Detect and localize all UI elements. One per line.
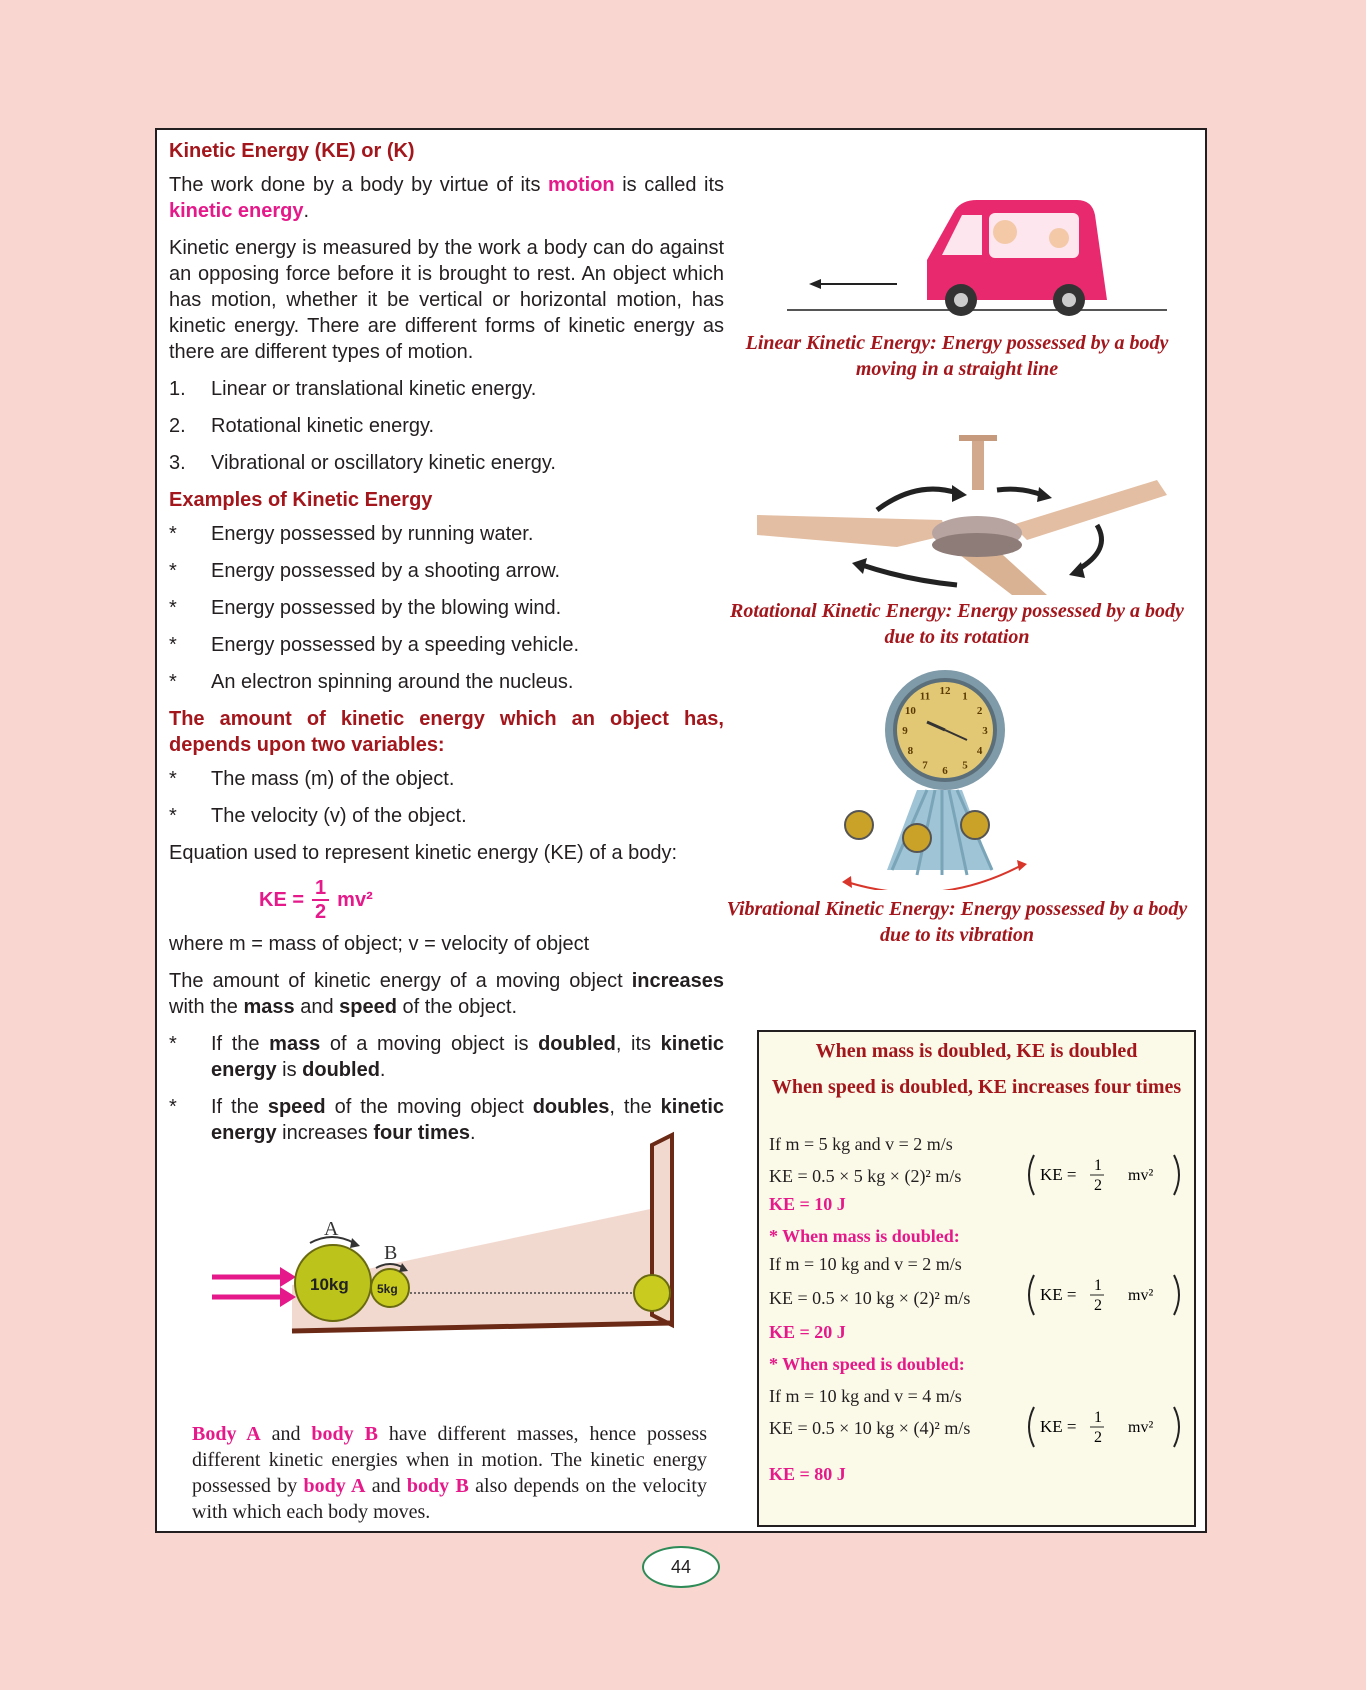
formula-reminder — [1024, 1152, 1184, 1198]
types-list — [169, 376, 724, 476]
clock-numeral: 10 — [904, 705, 916, 717]
section-heading: Kinetic Energy (KE) or (K) — [169, 140, 415, 162]
clock-numeral: 2 — [976, 705, 983, 717]
equation-intro: Equation used to represent kinetic energy (KE) of a body: — [169, 842, 678, 864]
bottom-paragraph: Body A and body B have different masses, hence possess different kinetic energies when in motion. The kinetic energy possessed by body A and body B also depends on the velocity with which each body moves. — [192, 1423, 707, 1523]
clock-numeral: 1 — [962, 690, 968, 703]
svg-text:2: 2 — [1094, 1429, 1102, 1446]
case2-given: If m = 10 kg and v = 2 m/s — [769, 1254, 962, 1274]
mass-b-label: 5kg — [377, 1282, 398, 1296]
mass-bullet: * If the mass of a moving object is doubled, its kinetic energy is doubled. — [169, 1033, 725, 1081]
linear-caption: Linear Kinetic Energy: Energy possessed by a body moving in a straight line — [745, 332, 1169, 380]
formula-reminder — [1024, 1272, 1184, 1318]
measure-paragraph: Kinetic energy is measured by the work a body can do against an opposing force before it is brought to rest. An object which has motion, whether it be vertical or horizontal motion, has kinetic energy. There are different forms of kinetic energy as there are different types of motion. — [169, 237, 724, 363]
list-item: * The velocity (v) of the object. — [169, 805, 467, 827]
car-illustration — [777, 180, 1177, 340]
driver — [993, 220, 1017, 244]
box-heading-speed: When speed is doubled, KE increases four times — [771, 1076, 1182, 1098]
increase-paragraph: The amount of kinetic energy of a moving object increases with the mass and speed of the object. — [169, 970, 724, 1018]
clock-numeral: 9 — [902, 725, 908, 737]
case2-result: KE = 20 J — [769, 1322, 846, 1342]
moving-ball — [634, 1275, 670, 1311]
label-b: B — [384, 1242, 398, 1264]
svg-text:2: 2 — [1094, 1297, 1102, 1314]
svg-text:mv²: mv² — [1128, 1167, 1154, 1184]
clock-numeral: 3 — [982, 725, 988, 737]
svg-text:KE =: KE = — [1040, 1285, 1077, 1304]
clock-numeral: 11 — [919, 690, 931, 703]
fan-illustration — [747, 435, 1187, 605]
svg-text:KE =: KE = — [1040, 1417, 1077, 1436]
case1-result: KE = 10 J — [769, 1194, 846, 1214]
label-a: A — [324, 1218, 339, 1240]
list-item: 1. Linear or translational kinetic energy. — [169, 378, 537, 400]
case3-heading: * When speed is doubled: — [769, 1354, 965, 1374]
clock-numeral: 6 — [942, 765, 948, 777]
left-column — [169, 138, 724, 1157]
list-item: * Energy possessed by the blowing wind. — [169, 597, 562, 619]
case3-calc: KE = 0.5 × 10 kg × (4)² m/s — [769, 1418, 971, 1438]
mass-a-label: 10kg — [310, 1275, 349, 1294]
case1-calc: KE = 0.5 × 5 kg × (2)² m/s — [769, 1166, 962, 1186]
box-heading-mass: When mass is doubled, KE is doubled — [815, 1040, 1138, 1062]
case3-given: If m = 10 kg and v = 4 m/s — [769, 1386, 962, 1406]
rotational-caption: Rotational Kinetic Energy: Energy possessed by a body due to its rotation — [730, 600, 1184, 648]
where-line: where m = mass of object; v = velocity of object — [169, 933, 590, 955]
example-box — [757, 1030, 1196, 1527]
page-number: 44 — [642, 1546, 720, 1588]
variables-list — [169, 766, 724, 829]
svg-text:KE =: KE = — [1040, 1165, 1077, 1184]
passenger — [1049, 228, 1069, 248]
list-item: * Energy possessed by a shooting arrow. — [169, 560, 561, 582]
examples-heading: Examples of Kinetic Energy — [169, 489, 433, 511]
clock-numeral: 8 — [907, 745, 914, 757]
examples-list — [169, 521, 724, 695]
list-item: * An electron spinning around the nucleus. — [169, 671, 574, 693]
svg-text:mv²: mv² — [1128, 1419, 1154, 1436]
svg-text:1: 1 — [1094, 1157, 1102, 1174]
list-item: 2. Rotational kinetic energy. — [169, 415, 435, 437]
svg-text:1: 1 — [1094, 1409, 1102, 1426]
case2-calc: KE = 0.5 × 10 kg × (2)² m/s — [769, 1288, 971, 1308]
page-frame — [155, 128, 1207, 1533]
list-item: * The mass (m) of the object. — [169, 768, 455, 790]
clock-numeral: 5 — [962, 759, 968, 772]
clock-numeral: 7 — [922, 759, 928, 772]
case3-result: KE = 80 J — [769, 1464, 846, 1484]
masses-diagram — [192, 1115, 712, 1345]
clock-numeral: 4 — [976, 745, 983, 757]
svg-text:mv²: mv² — [1128, 1287, 1154, 1304]
svg-text:2: 2 — [1094, 1177, 1102, 1194]
clock-numeral: 12 — [939, 685, 951, 697]
case1-given: If m = 5 kg and v = 2 m/s — [769, 1134, 953, 1154]
clock-illustration — [817, 660, 1057, 890]
formula-reminder — [1024, 1404, 1184, 1450]
vibrational-caption: Vibrational Kinetic Energy: Energy possessed by a body due to its vibration — [726, 898, 1188, 946]
list-item: * Energy possessed by a speeding vehicle. — [169, 634, 580, 656]
intro-paragraph: The work done by a body by virtue of its motion is called its kinetic energy. — [169, 174, 725, 222]
case2-heading: * When mass is doubled: — [769, 1226, 960, 1246]
speed-bullet: * If the speed of the moving object doubles, the kinetic energy increases four times. — [169, 1096, 725, 1144]
ke-equation: KE = $\frac{1}{2}$ mv² — [259, 877, 373, 923]
svg-text:1: 1 — [1094, 1277, 1102, 1294]
list-item: * Energy possessed by running water. — [169, 523, 534, 545]
variables-heading: The amount of kinetic energy which an object has, depends upon two variables: — [169, 708, 724, 756]
list-item: 3. Vibrational or oscillatory kinetic energy. — [169, 452, 556, 474]
